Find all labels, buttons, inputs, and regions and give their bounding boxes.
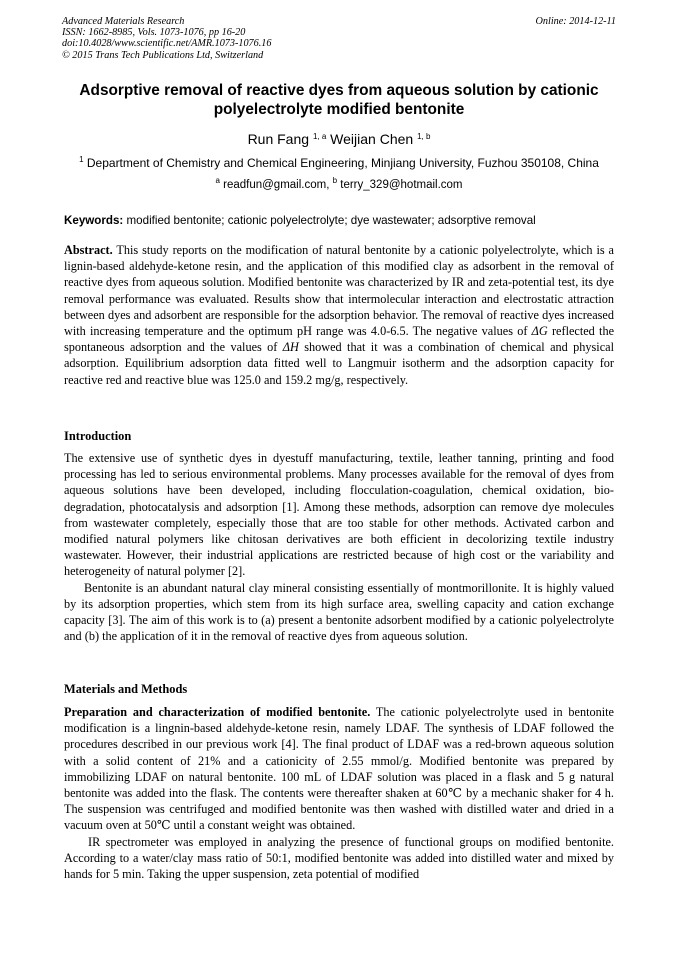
email-sup: b <box>332 176 338 185</box>
author-sup: 1, a <box>312 132 327 141</box>
abstract-text: showed that it was a combination of chemical and physical adsorption. Equilibrium adsorption data fitted well to Langmuir isotherm and the adsorption capacity for reactive red and reactive blue was 125.0 and 159.2 mg/g, respectively. <box>64 340 614 387</box>
online-date: Online: 2014-12-11 <box>535 16 616 27</box>
issn-line: ISSN: 1662-8985, Vols. 1073-1076, pp 16-20 <box>62 27 246 39</box>
author-sup: 1, b <box>417 132 431 141</box>
introduction-body <box>64 450 614 644</box>
abstract-text: reflected the spontaneous adsorption and the values of <box>64 324 615 355</box>
materials-heading: Materials and Methods <box>64 682 188 696</box>
subsection-heading: Preparation and characterization of modified bentonite. <box>64 705 371 719</box>
email-line <box>0 176 678 191</box>
email-sup: a <box>215 176 220 185</box>
journal-name: Advanced Materials Research <box>62 16 185 27</box>
author-name: Weijian Chen <box>330 131 414 147</box>
abstract <box>64 242 614 388</box>
paragraph: The extensive use of synthetic dyes in dyestuff manufacturing, textile, leather tanning, printing and food processing has led to serious environmental problems. Many processes available for the removal of dyes from aqueous solutions have been developed, including flocculation-coagulation, chemical oxidation, bio-degradation, photocatalysis and adsorption [1]. Among these methods, adsorption can remove dye molecules from wastewater completely, especially those that are too stable for other methods. Activated carbon and modified natural polymers like chitosan derivatives are both efficient in decolorizing textile industry wastewater. However, their industrial applications are restricted because of high cost or the variability and heterogeneity of natural polymer [2]. <box>64 451 614 579</box>
affiliation-sup: 1 <box>79 155 84 164</box>
materials-body <box>64 704 614 882</box>
email-link[interactable]: terry_329@hotmail.com <box>340 179 463 191</box>
abstract-text: This study reports on the modification of natural bentonite by a cationic polyelectrolyte, which is a lignin-based aldehyde-ketone resin, and the application of this modified clay as adsorbent in the removal of reactive dyes from aqueous solution. Modified bentonite was characterized by IR and zeta-potential test, its dye removal performance was evaluated. Results show that intermolecular interaction and electrostatic attraction between dyes and adsorbent are responsible for the adsorption behavior. The removal of reactive dyes increased with increasing temperature and the optimum pH range was 4.0-6.5. The negative values of <box>64 243 614 339</box>
paragraph: The cationic polyelectrolyte used in bentonite modification is a lingnin-based aldehyde-ketone resin, namely LDAF. The synthesis of LDAF followed the procedures described in our previous work [4]. The final product of LDAF was a red-brown aqueous solution with a solid content of 21% and a cationicity of 2.55 mmol/g. Modified bentonite was prepared by immobilizing LDAF on natural bentonite. 100 mL of LDAF solution was placed in a flask and 5 g natural bentonite was added into the flask. The contents were thereafter shaken at 60℃ by a mechanic shaker for 4 h. The suspension was centrifuged and modified bentonite was then washed with distilled water and dried in a vacuum oven at 50℃ until a constant weight was obtained. <box>64 705 614 833</box>
delta-g-symbol: ΔG <box>531 324 548 339</box>
journal-header <box>62 16 616 61</box>
doi-line[interactable]: doi:10.4028/www.scientific.net/AMR.1073-1076.16 <box>62 38 272 50</box>
paper-title: Adsorptive removal of reactive dyes from aqueous solution by cationic polyelectrolyte modified bentonite <box>79 82 599 118</box>
affiliation-text: Department of Chemistry and Chemical Engineering, Minjiang University, Fuzhou 350108, China <box>86 156 599 170</box>
affiliation <box>0 156 678 170</box>
introduction-heading: Introduction <box>64 429 132 443</box>
paragraph: Bentonite is an abundant natural clay mineral consisting essentially of montmorillonite. It is highly valued by its adsorption properties, which stem from its high surface area, swelling capacity and cation exchange capacity [3]. The aim of this work is to (a) present a bentonite adsorbent modified by a cationic polyelectrolyte and (b) the application of it in the removal of reactive dyes from aqueous solution. <box>64 580 614 644</box>
copyright-line: © 2015 Trans Tech Publications Ltd, Switzerland <box>62 49 264 61</box>
author-list <box>0 131 678 147</box>
keywords <box>64 214 624 227</box>
keywords-label: Keywords: <box>64 214 124 227</box>
keywords-text: modified bentonite; cationic polyelectrolyte; dye wastewater; adsorptive removal <box>126 214 536 227</box>
author-name: Run Fang <box>247 131 310 147</box>
delta-h-symbol: ΔH <box>282 340 299 355</box>
abstract-label: Abstract. <box>64 243 113 257</box>
paragraph: IR spectrometer was employed in analyzing the presence of functional groups on modified bentonite. According to a water/clay mass ratio of 50:1, modified bentonite was added into distilled water and mixed by hands for 5 min. Taking the upper suspension, zeta potential of modified <box>64 834 614 882</box>
email-link[interactable]: readfun@gmail.com, <box>223 179 330 191</box>
